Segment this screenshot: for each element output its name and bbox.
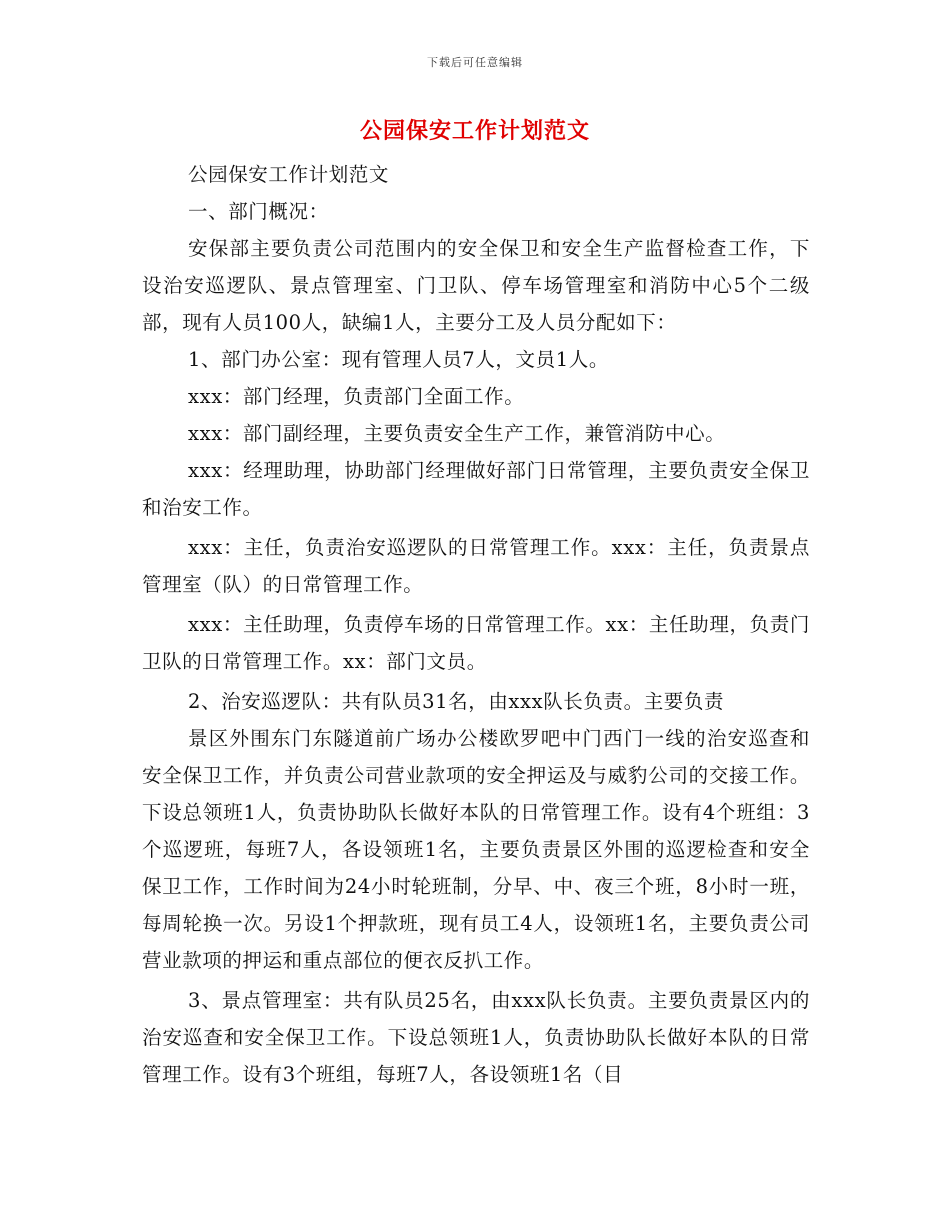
document-title: 公园保安工作计划范文	[359, 118, 590, 144]
paragraph-assistant-directors: xxx：主任助理，负责停车场的日常管理工作。xx：主任助理，负责门卫队的日常管理工作。xx：部门文员。	[142, 613, 810, 673]
paragraph-assistant-manager: xxx：经理助理，协助部门经理做好部门日常管理，主要负责安全保卫和治安工作。	[142, 459, 810, 519]
paragraph-manager: xxx：部门经理，负责部门全面工作。	[188, 385, 525, 408]
header-note: 下载后可任意编辑	[427, 56, 523, 69]
paragraph-patrol-team-heading: 2、治安巡逻队：共有队员31名，由xxx队长负责。主要负责	[188, 690, 725, 713]
paragraph-department-intro: 安保部主要负责公司范围内的安全保卫和安全生产监督检查工作，下设治安巡逻队、景点管理室、门卫队、停车场管理室和消防中心5个二级部，现有人员100人，缺编1人，主要分工及人员分配如下：	[142, 237, 810, 334]
document-body	[142, 156, 810, 1093]
paragraph-directors: xxx：主任，负责治安巡逻队的日常管理工作。xxx：主任，负责景点管理室（队）的日常管理工作。	[142, 536, 810, 596]
paragraph-subtitle: 公园保安工作计划范文	[188, 163, 390, 186]
paragraph-scenic-management: 3、景点管理室：共有队员25名，由xxx队长负责。主要负责景区内的治安巡查和安全保卫工作。下设总领班1人，负责协助队长做好本队的日常管理工作。设有3个班组，每班7人，各设领班1名（目	[142, 989, 810, 1086]
paragraph-patrol-team-details: 景区外围东门东隧道前广场办公楼欧罗吧中门西门一线的治安巡查和安全保卫工作，并负责公司营业款项的安全押运及与威豹公司的交接工作。下设总领班1人，负责协助队长做好本队的日常管理工作。设有4个班组：3个巡逻班，每班7人，各设领班1名，主要负责景区外围的巡逻检查和安全保卫工作，工作时间为24小时轮班制，分早、中、夜三个班，8小时一班，每周轮换一次。另设1个押款班，现有员工4人，设领班1名，主要负责公司营业款项的押运和重点部位的便衣反扒工作。	[142, 727, 810, 972]
section-heading-overview: 一、部门概况：	[188, 200, 329, 223]
paragraph-deputy-manager: xxx：部门副经理，主要负责安全生产工作，兼管消防中心。	[188, 422, 726, 445]
paragraph-office: 1、部门办公室：现有管理人员7人，文员1人。	[188, 348, 609, 371]
